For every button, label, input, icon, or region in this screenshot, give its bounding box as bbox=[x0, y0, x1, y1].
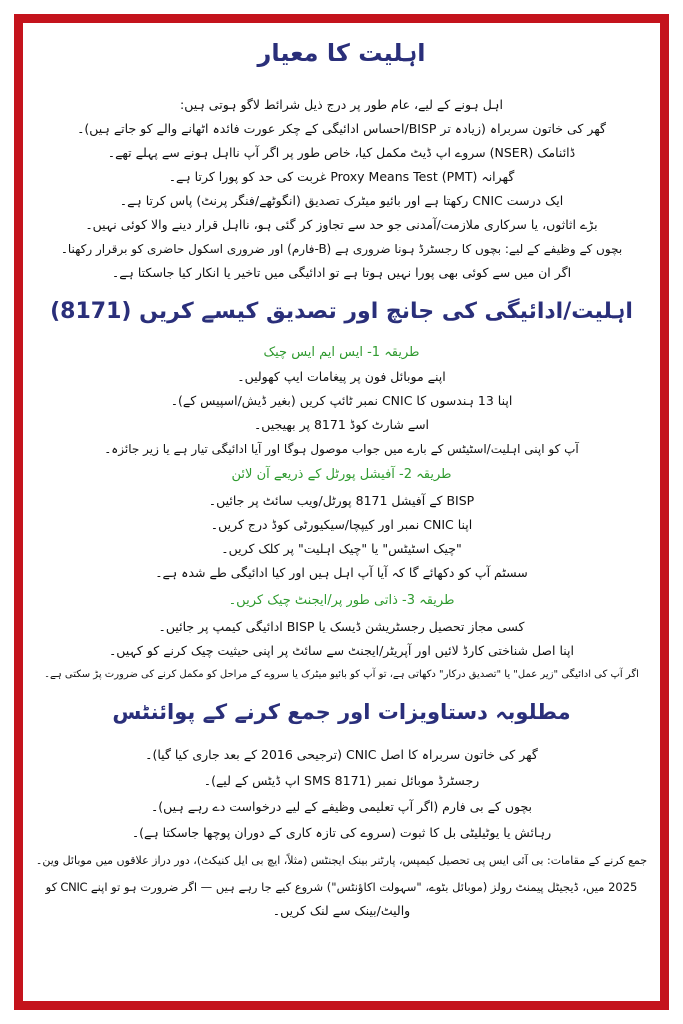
method2-step: "چیک اسٹیٹس" یا "چیک اہلیت" پر کلک کریں۔ bbox=[221, 541, 462, 556]
method3-step: اپنا اصل شناختی کارڈ لائیں اور آپریٹر/ایجنٹ سے سائٹ پر اپنی حیثیت چیک کرنے کو کہیں۔ bbox=[108, 643, 575, 658]
document-item: گھر کی خاتون سربراہ کا اصل CNIC (ترجیحی 2016 کے بعد جاری کیا گیا)۔ bbox=[145, 747, 538, 762]
page-title: اہلیت کا معیار bbox=[257, 39, 426, 67]
document-body bbox=[35, 23, 648, 1001]
criteria-item: ایک درست CNIC رکھتا ہے اور بائیو میٹرک تصدیق (انگوٹھے/فنگر پرنٹ) پاس کرتا ہے۔ bbox=[119, 193, 564, 208]
document-item: والیٹ/بینک سے لنک کریں۔ bbox=[272, 903, 411, 918]
document-item: رجسٹرڈ موبائل نمبر (SMS 8171 اپ ڈیٹس کے لیے)۔ bbox=[203, 773, 480, 788]
method2-step: BISP کے آفیشل 8171 پورٹل/ویب سائٹ پر جائیں۔ bbox=[208, 493, 475, 508]
method1-step: اپنے موبائل فون پر پیغامات ایپ کھولیں۔ bbox=[237, 369, 446, 384]
section-title-documents: مطلوبہ دستاویزات اور جمع کرنے کے پوائنٹس bbox=[112, 700, 571, 724]
document-item: رہائش یا یوٹیلیٹی بل کا ثبوت (سروے کی تازہ کاری کے دوران پوچھا جاسکتا ہے)۔ bbox=[131, 825, 552, 840]
document-item: بچوں کے بی فارم (اگر آپ تعلیمی وظیفے کے لیے درخواست دے رہے ہیں)۔ bbox=[150, 799, 533, 814]
method3-step: اگر آپ کی ادائیگی "زیر عمل" یا "تصدیق درکار" دکھاتی ہے، تو آپ کو بائیو میٹرک یا سروے کے مراحل کو مکمل کرنے کی ضرورت پڑ سکتی ہے۔ bbox=[44, 669, 639, 680]
criteria-item: بڑے اثاثوں، یا سرکاری ملازمت/آمدنی جو حد سے تجاوز کر گئی ہو، نااہل قرار دینے والا کوئی نہیں۔ bbox=[85, 217, 598, 232]
criteria-item: اگر ان میں سے کوئی بھی پورا نہیں ہوتا ہے تو ادائیگی میں تاخیر یا انکار کیا جاسکتا ہے۔ bbox=[111, 265, 572, 280]
method1-heading: طریقہ 1- ایس ایم ایس چیک bbox=[263, 345, 420, 360]
section-title-check: اہلیت/ادائیگی کی جانچ اور تصدیق کیسے کریں (8171) bbox=[50, 299, 633, 324]
page-frame bbox=[14, 14, 669, 1010]
criteria-item: ڈائنامک (NSER) سروے اپ ڈیٹ مکمل کیا، خاص طور پر اگر آپ نااہل ہونے سے پہلے تھے۔ bbox=[107, 145, 576, 160]
method3-heading: طریقہ 3- ذاتی طور پر/ایجنٹ چیک کریں۔ bbox=[228, 593, 455, 608]
criteria-intro: اہل ہونے کے لیے، عام طور پر درج ذیل شرائط لاگو ہوتی ہیں: bbox=[180, 97, 503, 112]
method2-step: اپنا CNIC نمبر اور کیپچا/سیکیورٹی کوڈ درج کریں۔ bbox=[210, 517, 473, 532]
document-item: جمع کرنے کے مقامات: بی آئی ایس پی تحصیل کیمپس، پارٹنر بینک ایجنٹس (مثلاً، ایچ بی ایل کنیکٹ)، دور دراز علاقوں میں موبائل وین۔ bbox=[35, 854, 648, 867]
method2-step: سسٹم آپ کو دکھائے گا کہ آیا آپ اہل ہیں اور کیا ادائیگی طے شدہ ہے۔ bbox=[155, 565, 528, 580]
criteria-item: گھر کی خاتون سربراہ (زیادہ تر BISP/احساس ادائیگی کے چکر عورت فائدہ اٹھانے والے کو جاتے ہیں)۔ bbox=[77, 121, 606, 136]
method1-step: اپنا 13 ہندسوں کا CNIC نمبر ٹائپ کریں (بغیر ڈیش/اسپیس کے)۔ bbox=[170, 393, 513, 408]
method1-step: اسے شارٹ کوڈ 8171 پر بھیجیں۔ bbox=[253, 417, 430, 432]
method1-step: آپ کو اپنی اہلیت/اسٹیٹس کے بارے میں جواب موصول ہوگا اور آیا ادائیگی تیار ہے یا زیر جائزہ۔ bbox=[104, 442, 579, 456]
document-item: 2025 میں، ڈیجیٹل پیمنٹ رولز (موبائل بٹوے، "سہولت اکاؤنٹس") شروع کیے جا رہے ہیں — اگر ضرورت ہو تو اپنے CNIC کو bbox=[45, 880, 638, 894]
method3-step: کسی مجاز تحصیل رجسٹریشن ڈیسک یا BISP ادائیگی کیمپ پر جائیں۔ bbox=[158, 619, 525, 634]
method2-heading: طریقہ 2- آفیشل پورٹل کے ذریعے آن لائن bbox=[231, 467, 452, 482]
criteria-item: گھرانہ Proxy Means Test (PMT) غربت کی حد کو پورا کرتا ہے۔ bbox=[168, 169, 515, 184]
criteria-item: بچوں کے وظیفے کے لیے: بچوں کا رجسٹرڈ ہونا ضروری ہے (B-فارم) اور ضروری اسکول حاضری کو برقرار رکھنا۔ bbox=[60, 242, 623, 256]
